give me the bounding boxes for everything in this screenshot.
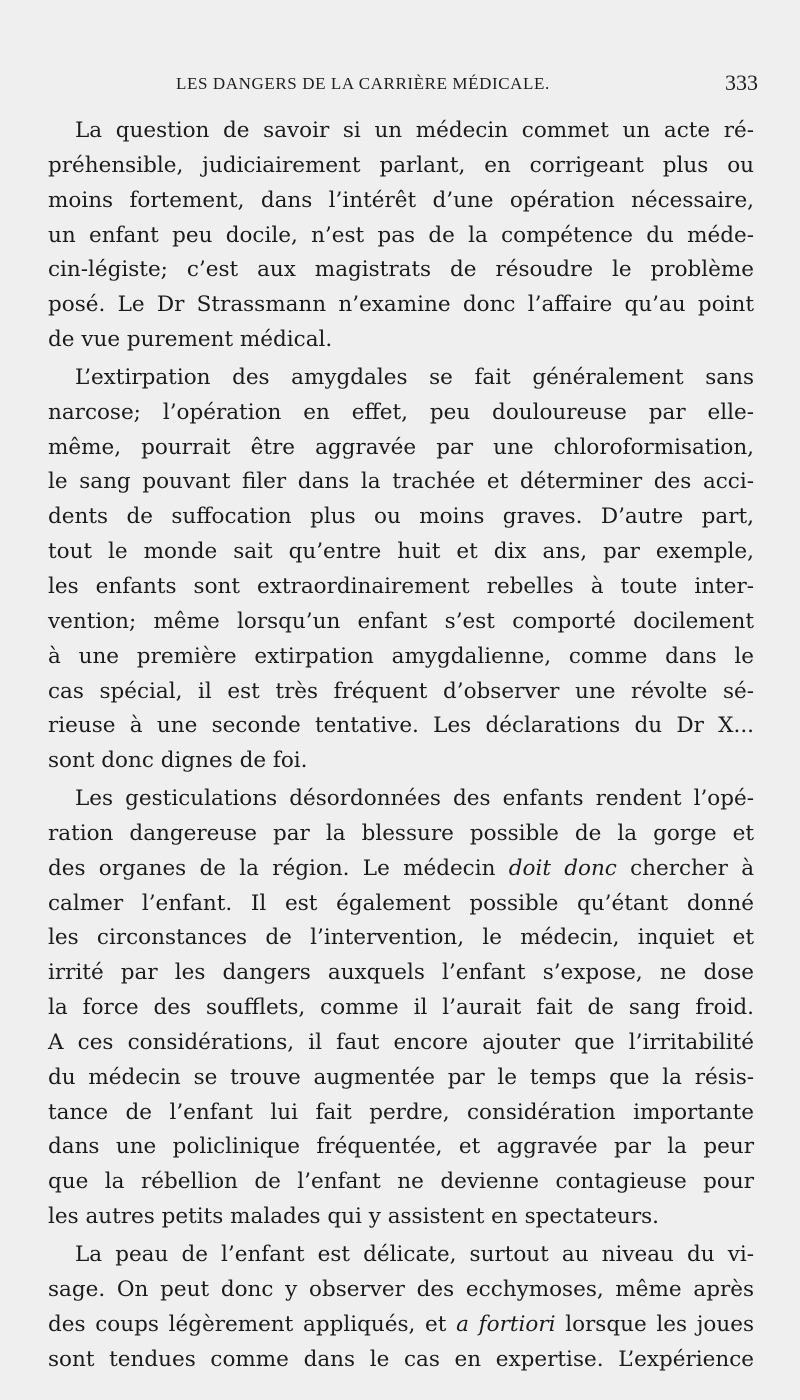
text-line: A ces considérations, il faut encore ajouter que l’irritabilité xyxy=(48,1029,754,1055)
text-line: Les gesticulations désordonnées des enfants rendent l’opé- xyxy=(75,786,754,812)
text-run: des coups légèrement appliqués, et xyxy=(48,1311,457,1337)
text-line: même, pourrait être aggravée par une chloroformisation, xyxy=(48,434,754,460)
text-line: vention; même lorsqu’un enfant s’est comporté docilement xyxy=(48,608,754,634)
text-run: chercher à xyxy=(616,855,755,881)
text-line: que la rébellion de l’enfant ne devienne contagieuse pour xyxy=(48,1169,754,1195)
page-header xyxy=(48,70,758,100)
paragraph-2 xyxy=(48,361,754,779)
text-line: ration dangereuse par la blessure possible de la gorge et xyxy=(48,820,754,846)
text-line xyxy=(48,1308,754,1343)
text-line: le sang pouvant filer dans la trachée et déterminer des acci- xyxy=(48,469,754,495)
text-line: moins fortement, dans l’intérêt d’une opération nécessaire, xyxy=(48,187,754,213)
text-line: les autres petits malades qui y assistent en spectateurs. xyxy=(48,1204,659,1230)
text-line: les circonstances de l’intervention, le médecin, inquiet et xyxy=(48,925,754,951)
paragraph-1 xyxy=(48,114,754,358)
text-line: irrité par les dangers auxquels l’enfant s’expose, ne dose xyxy=(48,960,754,986)
text-line: dents de suffocation plus ou moins graves. D’autre part, xyxy=(48,504,754,530)
text-line: tout le monde sait qu’entre huit et dix ans, par exemple, xyxy=(48,539,754,565)
text-line: du médecin se trouve augmentée par le temps que la résis- xyxy=(48,1064,754,1090)
text-line: sage. On peut donc y observer des ecchymoses, même après xyxy=(48,1276,754,1302)
text-line: rieuse à une seconde tentative. Les déclarations du Dr X... xyxy=(48,713,754,739)
paragraph-3 xyxy=(48,782,754,1235)
text-line: cas spécial, il est très fréquent d’observer une révolte sé- xyxy=(48,678,754,704)
text-line: dans une policlinique fréquentée, et aggravée par la peur xyxy=(48,1134,754,1160)
text-line: préhensible, judiciairement parlant, en corrigeant plus ou xyxy=(48,152,754,178)
text-line: La question de savoir si un médecin commet un acte ré- xyxy=(75,118,754,143)
text-line: calmer l’enfant. Il est également possible qu’étant donné xyxy=(48,890,754,916)
page-number: 333 xyxy=(725,70,758,95)
text-line: sont tendues comme dans le cas en expertise. L’expérience xyxy=(48,1346,754,1372)
italic-emphasis: doit donc xyxy=(508,855,617,881)
italic-emphasis: a fortiori xyxy=(456,1311,556,1337)
text-run: lorsque les joues xyxy=(555,1311,754,1337)
body-text xyxy=(48,114,754,1377)
text-line xyxy=(48,852,754,887)
text-line: à une première extirpation amygdalienne, comme dans le xyxy=(48,643,754,669)
text-line: la force des soufflets, comme il l’aurait fait de sang froid. xyxy=(48,995,754,1021)
text-line: sont donc dignes de foi. xyxy=(48,748,308,774)
text-line: cin-légiste; c’est aux magistrats de résoudre le problème xyxy=(48,257,754,283)
text-line: L’extirpation des amygdales se fait généralement sans xyxy=(75,364,754,390)
text-line: un enfant peu docile, n’est pas de la compétence du méde- xyxy=(48,222,754,248)
text-line: les enfants sont extraordinairement rebelles à toute inter- xyxy=(48,573,754,599)
text-line: de vue purement médical. xyxy=(48,327,333,353)
text-line: posé. Le Dr Strassmann n’examine donc l’affaire qu’au point xyxy=(48,292,754,318)
paragraph-4 xyxy=(48,1238,754,1377)
text-run: des organes de la région. Le médecin xyxy=(48,855,509,881)
text-line: tance de l’enfant lui fait perdre, considération importante xyxy=(48,1099,754,1125)
text-line: La peau de l’enfant est délicate, surtout au niveau du vi- xyxy=(75,1242,754,1267)
running-title: LES DANGERS DE LA CARRIÈRE MÉDICALE. xyxy=(176,74,550,93)
text-line: narcose; l’opération en effet, peu douloureuse par elle- xyxy=(48,399,754,425)
